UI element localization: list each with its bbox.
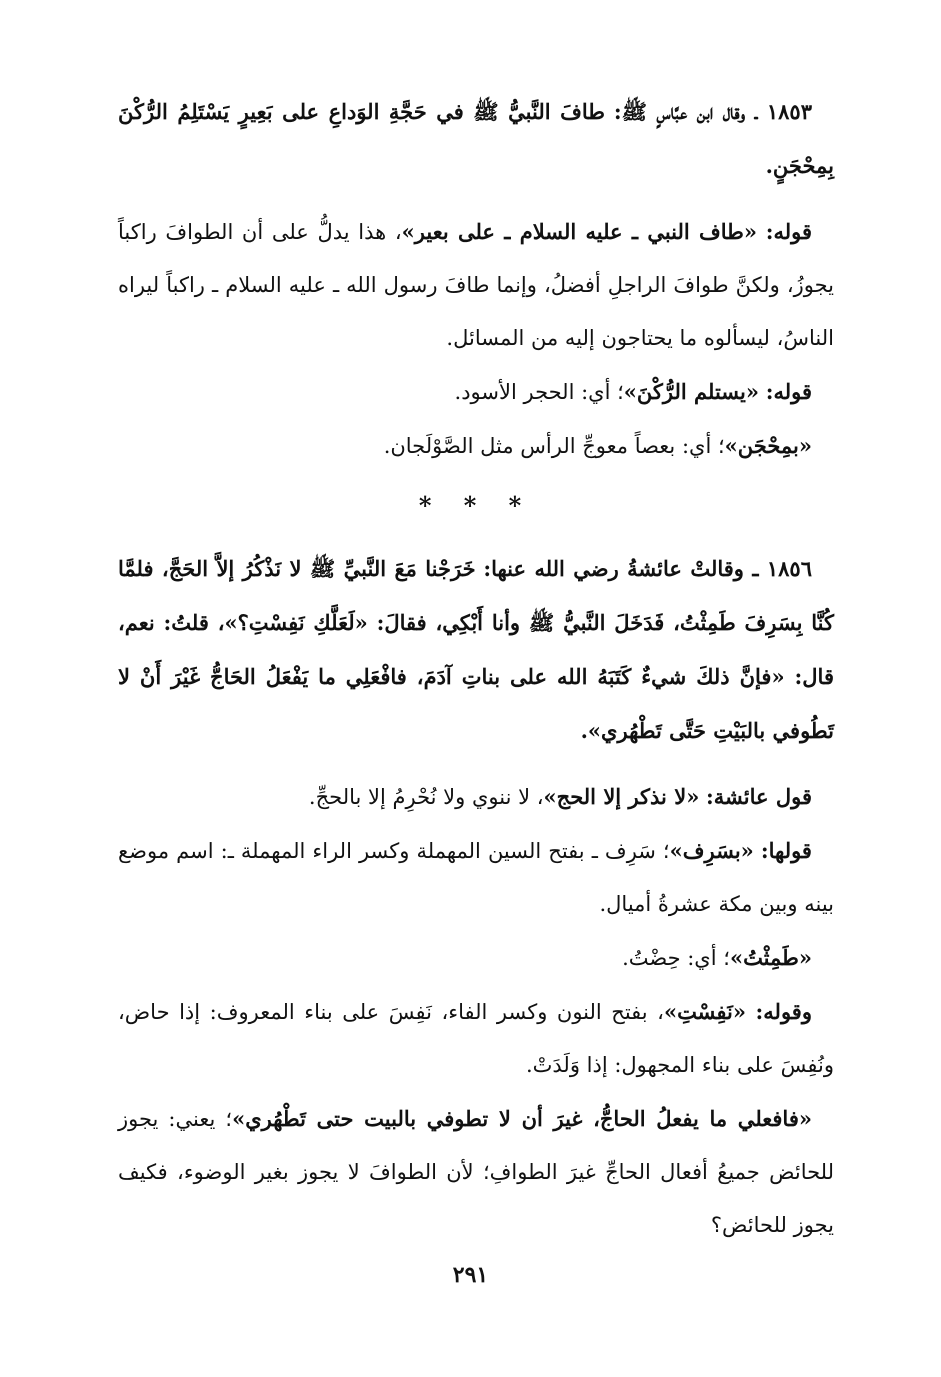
commentary-quote: «بسَرِف» [669, 838, 754, 863]
commentary-paragraph [118, 770, 834, 824]
commentary-label: قولها: [760, 838, 812, 863]
commentary-paragraph [118, 1092, 834, 1252]
commentary-quote: «طاف النبي ـ عليه السلام ـ على بعير» [401, 219, 758, 244]
commentary-quote: «نَفِسْتِ» [663, 999, 747, 1024]
commentary-label: وقوله: [755, 999, 812, 1024]
commentary-label: قوله: [765, 379, 812, 404]
hadith-text: خَرَجْنا مَعَ النَّبيِّ ﷺ لا نَذْكُرُ إلاَّ الحَجَّ، فلمَّا كُنَّا بِسَرِفَ طَمِثْتُ، فَدَخَلَ النَّبيُّ ﷺ وأنا أَبْكِي، فقالَ: «لَعَلَّكِ نَفِسْتِ؟»، قلتُ: نعم، قال: «فإنَّ ذلكَ شيءٌ كَتَبَهُ الله على بناتِ آدَمَ، فافْعَلِي ما يَفْعَلُ الحَاجُّ غَيْرَ أَنْ لا تَطُوفي بالبَيْتِ حَتَّى تَطْهُري». [118, 556, 834, 743]
commentary-text: ؛ أي: حِضْتُ. [622, 946, 730, 970]
section-separator: * * * [418, 491, 534, 520]
page-body [118, 85, 834, 1252]
commentary-text: ؛ أي: بعصاً معوجِّ الرأس مثل الصَّوْلَجان. [383, 434, 725, 458]
commentary-quote: «فافعلي ما يفعلُ الحاجُّ، غيرَ أن لا تطوفي بالبيت حتى تَطْهُري» [232, 1106, 812, 1131]
commentary-quote: «يستلم الرُّكْنَ» [623, 379, 760, 404]
commentary-paragraph [118, 931, 834, 985]
commentary-text: ، لا ننوي ولا نُحْرِمُ إلا بالحجِّ. [308, 785, 544, 809]
commentary-label: قوله: [765, 219, 812, 244]
commentary-paragraph [118, 985, 834, 1092]
hadith-1853 [118, 85, 834, 193]
commentary-paragraph [118, 205, 834, 365]
commentary-paragraph [118, 419, 834, 473]
hadith-text: طافَ النَّبيُّ ﷺ في حَجَّةِ الوَداعِ على بَعِيرٍ يَسْتَلِمُ الرُّكْنَ بِمِحْجَنٍ. [118, 99, 834, 178]
commentary-text: ؛ سَرِف ـ بفتح السين المهملة وكسر الراء المهملة ـ: اسم موضع بينه وبين مكة عشرةُ أميال. [118, 839, 834, 916]
hadith-lead: ١٨٥٣ ـ وقال ابن عبَّاسٍ ﷺ: [613, 99, 812, 124]
commentary-label: قول عائشة: [706, 784, 812, 809]
commentary-quote: «لا نذكر إلا الحج» [543, 784, 700, 809]
commentary-text: ؛ أي: الحجر الأسود. [454, 380, 624, 404]
hadith-1856 [118, 542, 834, 758]
page-number: ٢٩١ [452, 1262, 489, 1288]
commentary-quote: «طَمِثْتُ» [729, 945, 812, 970]
commentary-text: ، بفتح النون وكسر الفاء، نَفِسَ على بناء المعروف: إذا حاض، ونُفِسَ على بناء المجهول: إذا وَلَدَتْ. [118, 1000, 834, 1077]
commentary-paragraph [118, 824, 834, 931]
commentary-text: ، هذا يدلُّ على أن الطوافَ راكباً يجوزُ، ولكنَّ طوافَ الراجلِ أفضلُ، وإنما طافَ رسول الله ـ عليه السلام ـ راكباً ليراه الناسُ، ليسألوه ما يحتاجون إليه من المسائل. [118, 220, 834, 350]
commentary-quote: «بمِحْجَن» [724, 433, 812, 458]
commentary-text: ؛ يعني: يجوز للحائض جميعُ أفعال الحاجِّ غيرَ الطوافِ؛ لأن الطوافَ لا يجوز بغير الوضوء، فكيف يجوز للحائض؟ [118, 1107, 834, 1237]
commentary-paragraph [118, 365, 834, 419]
hadith-lead: ١٨٥٦ ـ وقالتْ عائشةُ رضي الله عنها: [483, 556, 812, 581]
